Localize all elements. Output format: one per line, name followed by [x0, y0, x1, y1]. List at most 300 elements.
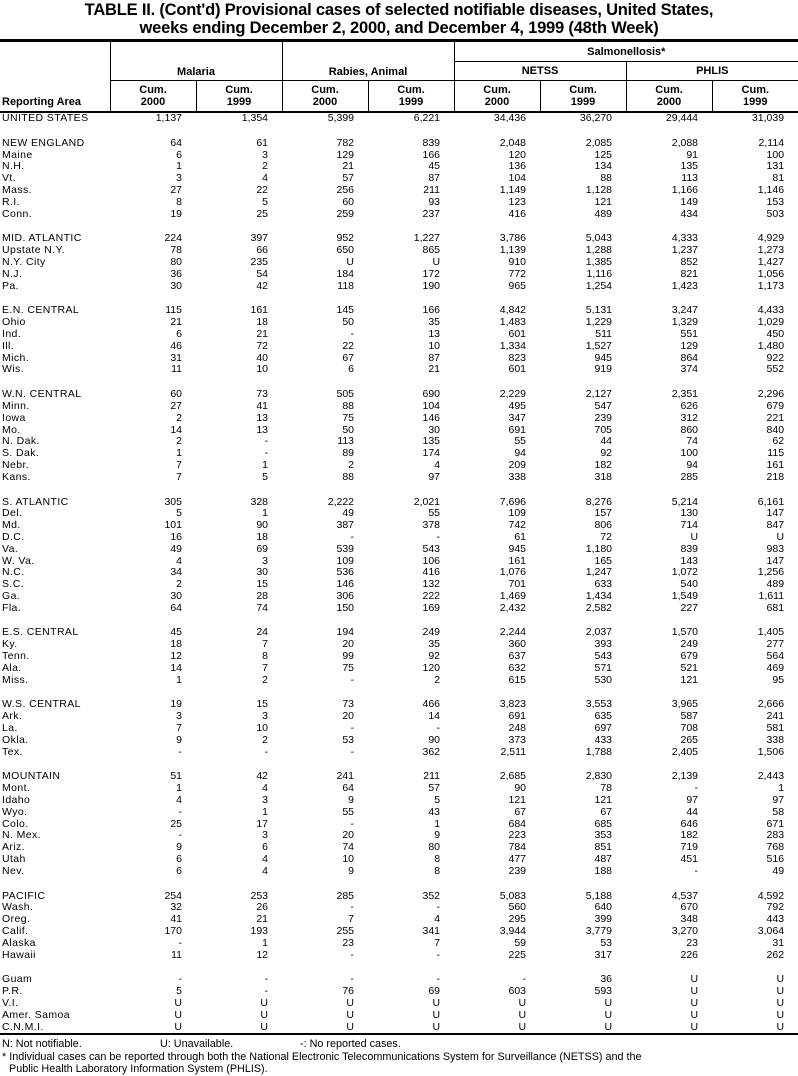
value-cell: 31,039 — [751, 112, 785, 124]
value-cell: 1,128 — [585, 183, 613, 196]
value-cell: 222 — [422, 589, 441, 602]
value-cell: 1,527 — [585, 339, 613, 352]
value-cell: 50 — [342, 423, 355, 436]
value-cell: 3,965 — [671, 698, 699, 711]
value-cell: 3,270 — [671, 925, 699, 938]
value-cell: 1,256 — [757, 566, 785, 579]
value-cell: 7 — [176, 722, 182, 735]
value-cell: 416 — [508, 207, 527, 220]
value-cell: 7 — [262, 661, 269, 674]
value-cell: 1,405 — [757, 626, 785, 639]
malaria-cum-2000-header: Cum. 2000 — [110, 81, 196, 113]
value-cell: 109 — [508, 507, 527, 520]
value-cell: 7 — [176, 470, 182, 483]
value-cell: 34 — [170, 566, 182, 579]
table-row — [0, 938, 798, 950]
value-cell: 708 — [680, 722, 699, 735]
value-cell: 1,506 — [757, 745, 785, 758]
value-cell: 66 — [256, 244, 269, 257]
value-cell: 2,405 — [671, 745, 699, 758]
reporting-area-cell: Okla. — [2, 733, 29, 746]
value-cell: 2,296 — [757, 388, 785, 401]
value-cell: 3 — [262, 148, 269, 161]
value-cell: 30 — [170, 279, 182, 292]
value-cell: 226 — [680, 948, 699, 961]
value-cell: 97 — [428, 470, 441, 483]
value-cell: 450 — [766, 327, 785, 340]
value-cell: 146 — [336, 578, 355, 591]
reporting-area-cell: Ky. — [2, 638, 18, 651]
value-cell: 146 — [422, 411, 441, 424]
value-cell: 3 — [262, 554, 269, 567]
value-cell: 223 — [508, 829, 527, 842]
value-cell: 633 — [594, 578, 613, 591]
value-cell: 30 — [170, 589, 182, 602]
table-row — [0, 269, 798, 281]
value-cell: 539 — [336, 542, 355, 555]
value-cell: 2,244 — [499, 626, 527, 639]
value-cell: 9 — [348, 864, 355, 877]
value-cell: 701 — [508, 578, 527, 591]
reporting-area-cell: PACIFIC — [2, 889, 46, 902]
value-cell: 75 — [342, 411, 355, 424]
value-cell: 29,444 — [665, 112, 699, 124]
value-cell: U — [518, 1020, 527, 1033]
value-cell: - — [264, 447, 269, 460]
value-cell: 285 — [680, 470, 699, 483]
value-cell: 36,270 — [579, 112, 613, 124]
value-cell: 190 — [422, 279, 441, 292]
value-cell: 2 — [262, 160, 269, 173]
value-cell: 317 — [594, 948, 613, 961]
value-cell: 443 — [766, 913, 785, 926]
reporting-area-cell: Wyo. — [2, 805, 28, 818]
value-cell: 1,273 — [757, 244, 785, 257]
value-cell: 433 — [594, 733, 613, 746]
value-cell: 87 — [428, 351, 441, 364]
value-cell: 256 — [336, 183, 355, 196]
value-cell: 5 — [262, 195, 269, 208]
reporting-area-cell: W.N. CENTRAL — [2, 388, 82, 401]
value-cell: 10 — [428, 339, 441, 352]
table-row — [0, 448, 798, 460]
table-row — [0, 185, 798, 197]
value-cell: 97 — [772, 794, 785, 807]
reporting-area-cell: Kans. — [2, 470, 31, 483]
value-cell: U — [174, 1008, 182, 1021]
table-row — [0, 854, 798, 866]
value-cell: 95 — [772, 673, 785, 686]
value-cell: 4,929 — [757, 232, 785, 245]
value-cell: 118 — [337, 279, 355, 292]
value-cell: 615 — [508, 673, 527, 686]
value-cell: 434 — [680, 207, 699, 220]
value-cell: 1,056 — [757, 267, 785, 280]
value-cell: 2 — [348, 458, 355, 471]
value-cell: 42 — [256, 770, 269, 783]
table-row — [0, 974, 798, 986]
value-cell: 7,696 — [499, 495, 527, 508]
table-row — [0, 138, 798, 150]
value-cell: 93 — [428, 195, 441, 208]
value-cell: 784 — [508, 841, 527, 854]
value-cell: 6 — [176, 864, 182, 877]
value-cell: 129 — [680, 339, 699, 352]
value-cell: 1 — [176, 782, 182, 795]
value-cell: 6 — [348, 363, 355, 376]
value-cell: 560 — [508, 901, 527, 914]
value-cell: 1 — [778, 782, 785, 795]
table-row — [0, 866, 798, 878]
value-cell: 945 — [508, 542, 527, 555]
value-cell: 10 — [342, 853, 355, 866]
reporting-area-cell: Ill. — [2, 339, 15, 352]
value-cell: 503 — [766, 207, 785, 220]
footnotes — [0, 1038, 798, 1076]
reporting-area-cell: Wis. — [2, 363, 25, 376]
value-cell: 239 — [508, 864, 527, 877]
value-cell: 106 — [422, 554, 441, 567]
value-cell: U — [174, 1020, 182, 1033]
value-cell: 99 — [342, 650, 355, 663]
value-cell: 113 — [337, 435, 355, 448]
table-row — [0, 401, 798, 413]
value-cell: 571 — [594, 661, 613, 674]
value-cell: 80 — [428, 841, 441, 854]
value-cell: - — [264, 435, 269, 448]
value-cell: 72 — [256, 339, 269, 352]
value-cell: 5 — [262, 470, 269, 483]
value-cell: 121 — [680, 673, 699, 686]
value-cell: 5 — [176, 985, 182, 998]
value-cell: 67 — [514, 805, 527, 818]
reporting-area-cell: Md. — [2, 519, 21, 532]
value-cell: 130 — [680, 507, 699, 520]
reporting-area-cell: Ga. — [2, 589, 21, 602]
value-cell: 28 — [256, 589, 269, 602]
value-cell: U — [518, 997, 527, 1009]
section-spacer — [0, 484, 798, 497]
value-cell: 134 — [594, 160, 613, 173]
value-cell: 166 — [422, 148, 441, 161]
value-cell: 55 — [342, 805, 355, 818]
value-cell: 6 — [262, 841, 269, 854]
value-cell: - — [436, 901, 441, 914]
table-header — [0, 41, 798, 113]
table-row — [0, 460, 798, 472]
value-cell: 221 — [766, 411, 785, 424]
table-row — [0, 591, 798, 603]
value-cell: 1,247 — [585, 566, 613, 579]
value-cell: 312 — [680, 411, 699, 424]
value-cell: 20 — [342, 829, 355, 842]
value-cell: 11 — [171, 948, 182, 961]
value-cell: 5,043 — [585, 232, 613, 245]
value-cell: 87 — [428, 172, 441, 185]
value-cell: 1,139 — [499, 244, 527, 257]
value-cell: 5 — [176, 507, 182, 520]
value-cell: 44 — [600, 435, 613, 448]
rabies-group-header: Rabies, Animal — [282, 41, 454, 81]
value-cell: 135 — [680, 160, 699, 173]
value-cell: 1,227 — [413, 232, 441, 245]
value-cell: 2,048 — [499, 136, 527, 149]
value-cell: 12 — [256, 948, 269, 961]
asterisk-footnote-line2: Public Health Laboratory Information System (PHLIS). — [9, 1063, 268, 1076]
value-cell: 58 — [772, 805, 785, 818]
value-cell: 209 — [508, 458, 527, 471]
table-row — [0, 807, 798, 819]
value-cell: U — [690, 997, 699, 1009]
value-cell: 17 — [256, 817, 269, 830]
reporting-area-cell: D.C. — [2, 530, 25, 543]
reporting-area-cell: Wash. — [2, 901, 34, 914]
value-cell: 328 — [250, 495, 269, 508]
value-cell: - — [350, 722, 355, 735]
value-cell: - — [178, 829, 182, 842]
value-cell: 21 — [256, 327, 269, 340]
value-cell: 965 — [508, 279, 527, 292]
value-cell: 690 — [422, 388, 441, 401]
reporting-area-cell: Conn. — [2, 207, 33, 220]
value-cell: 348 — [680, 913, 699, 926]
value-cell: U — [604, 1020, 613, 1033]
value-cell: 4 — [262, 172, 269, 185]
value-cell: 860 — [680, 423, 699, 436]
value-cell: 4 — [434, 458, 441, 471]
value-cell: 489 — [766, 578, 785, 591]
value-cell: 22 — [256, 183, 269, 196]
value-cell: - — [178, 973, 182, 986]
value-cell: 782 — [336, 136, 355, 149]
value-cell: 823 — [508, 351, 527, 364]
table-row — [0, 819, 798, 831]
table-row — [0, 353, 798, 365]
value-cell: U — [260, 1008, 269, 1021]
value-cell: 839 — [680, 542, 699, 555]
value-cell: 547 — [594, 399, 613, 412]
table-row — [0, 472, 798, 484]
value-cell: 97 — [686, 794, 699, 807]
value-cell: 15 — [256, 698, 269, 711]
reporting-area-cell: NEW ENGLAND — [2, 136, 85, 149]
reporting-area-cell: R.I. — [2, 195, 20, 208]
value-cell: U — [346, 1020, 355, 1033]
value-cell: 5 — [434, 794, 441, 807]
value-cell: 91 — [686, 148, 699, 161]
value-cell: 3,247 — [671, 304, 699, 317]
value-cell: 338 — [766, 733, 785, 746]
table-row — [0, 425, 798, 437]
value-cell: 89 — [342, 447, 355, 460]
value-cell: 18 — [170, 638, 182, 651]
value-cell: 67 — [342, 351, 355, 364]
legend-no-cases: -: No reported cases. — [300, 1038, 401, 1051]
reporting-area-cell: Mo. — [2, 423, 21, 436]
value-cell: 451 — [680, 853, 699, 866]
value-cell: 54 — [256, 267, 269, 280]
value-cell: 30 — [256, 566, 269, 579]
value-cell: 650 — [336, 244, 355, 257]
table-row — [0, 544, 798, 556]
value-cell: 360 — [508, 638, 527, 651]
netss-cum-2000-header: Cum. 2000 — [454, 81, 540, 113]
value-cell: 551 — [680, 327, 699, 340]
table-row — [0, 245, 798, 257]
table-row — [0, 497, 798, 509]
value-cell: 3 — [262, 710, 269, 723]
value-cell: 169 — [422, 601, 441, 614]
value-cell: 135 — [422, 435, 441, 448]
section-spacer — [0, 961, 798, 974]
value-cell: 684 — [508, 817, 527, 830]
value-cell: 11 — [171, 363, 182, 376]
reporting-area-cell: Mass. — [2, 183, 33, 196]
value-cell: 1 — [262, 507, 269, 520]
value-cell: 249 — [680, 638, 699, 651]
value-cell: 53 — [342, 733, 355, 746]
reporting-area-cell: E.N. CENTRAL — [2, 304, 80, 317]
value-cell: 852 — [680, 255, 699, 268]
value-cell: 49 — [170, 542, 182, 555]
value-cell: 536 — [336, 566, 355, 579]
value-cell: 3 — [176, 710, 182, 723]
reporting-area-cell: E.S. CENTRAL — [2, 626, 79, 639]
value-cell: 3,553 — [585, 698, 613, 711]
value-cell: 1,354 — [241, 112, 269, 124]
value-cell: 1 — [176, 673, 182, 686]
reporting-area-cell: Ind. — [2, 327, 22, 340]
value-cell: 161 — [508, 554, 527, 567]
value-cell: 20 — [342, 638, 355, 651]
value-cell: 88 — [342, 399, 355, 412]
value-cell: 227 — [680, 601, 699, 614]
value-cell: 101 — [164, 519, 182, 532]
malaria-cum-1999-header: Cum. 1999 — [196, 81, 282, 113]
value-cell: U — [776, 997, 785, 1009]
table-row — [0, 747, 798, 759]
value-cell: 1,288 — [585, 244, 613, 257]
value-cell: 109 — [336, 554, 355, 567]
value-cell: 1,254 — [585, 279, 613, 292]
value-cell: - — [436, 948, 441, 961]
table-row — [0, 675, 798, 687]
value-cell: 719 — [680, 841, 699, 854]
value-cell: 259 — [336, 207, 355, 220]
value-cell: 121 — [594, 195, 613, 208]
value-cell: 94 — [686, 458, 699, 471]
value-cell: 851 — [594, 841, 613, 854]
value-cell: - — [178, 936, 182, 949]
value-cell: 153 — [766, 195, 785, 208]
value-cell: 104 — [508, 172, 527, 185]
value-cell: - — [264, 745, 269, 758]
value-cell: 2 — [176, 435, 182, 448]
value-cell: 161 — [250, 304, 269, 317]
value-cell: 2,432 — [499, 601, 527, 614]
value-cell: 35 — [428, 638, 441, 651]
value-cell: 362 — [422, 745, 441, 758]
value-cell: 983 — [766, 542, 785, 555]
table-row — [0, 161, 798, 173]
value-cell: 6 — [176, 327, 182, 340]
value-cell: 22 — [342, 339, 355, 352]
value-cell: 92 — [428, 650, 441, 663]
netss-cum-1999-header: Cum. 1999 — [540, 81, 626, 113]
value-cell: 671 — [766, 817, 785, 830]
reporting-area-cell: Hawaii — [2, 948, 36, 961]
value-cell: U — [174, 997, 182, 1009]
value-cell: U — [432, 1008, 441, 1021]
value-cell: 821 — [680, 267, 699, 280]
value-cell: - — [350, 817, 355, 830]
value-cell: 182 — [594, 458, 613, 471]
value-cell: 847 — [766, 519, 785, 532]
value-cell: 670 — [680, 901, 699, 914]
value-cell: 1,427 — [757, 255, 785, 268]
value-cell: 4,433 — [757, 304, 785, 317]
value-cell: 64 — [170, 601, 182, 614]
value-cell: 120 — [422, 661, 441, 674]
value-cell: 157 — [594, 507, 613, 520]
value-cell: 552 — [766, 363, 785, 376]
table-row — [0, 197, 798, 209]
value-cell: 62 — [772, 435, 785, 448]
value-cell: 64 — [342, 782, 355, 795]
value-cell: 25 — [170, 817, 182, 830]
table-row — [0, 341, 798, 353]
value-cell: U — [776, 530, 785, 543]
value-cell: 123 — [508, 195, 527, 208]
legend-line — [2, 1038, 798, 1051]
value-cell: 45 — [170, 626, 182, 639]
table-row — [0, 603, 798, 615]
value-cell: 4 — [176, 554, 182, 567]
value-cell: 646 — [680, 817, 699, 830]
value-cell: 241 — [336, 770, 355, 783]
value-cell: 1,072 — [671, 566, 699, 579]
value-cell: 3,786 — [499, 232, 527, 245]
value-cell: 27 — [170, 399, 182, 412]
value-cell: 41 — [256, 399, 269, 412]
reporting-area-cell: N.C. — [2, 566, 25, 579]
value-cell: 714 — [680, 519, 699, 532]
value-cell: 40 — [256, 351, 269, 364]
value-cell: 94 — [514, 447, 527, 460]
table-row — [0, 699, 798, 711]
notifiable-diseases-table — [0, 39, 798, 1035]
reporting-area-cell: Nev. — [2, 864, 25, 877]
value-cell: 4 — [434, 913, 441, 926]
value-cell: U — [690, 973, 699, 986]
value-cell: 76 — [342, 985, 355, 998]
value-cell: 601 — [508, 327, 527, 340]
reporting-area-cell: N.J. — [2, 267, 23, 280]
value-cell: 347 — [508, 411, 527, 424]
value-cell: 13 — [428, 327, 441, 340]
reporting-area-cell: S. Dak. — [2, 447, 40, 460]
reporting-area-cell: Ark. — [2, 710, 23, 723]
value-cell: 21 — [256, 913, 269, 926]
value-cell: - — [436, 973, 441, 986]
netss-subgroup-header: NETSS — [454, 62, 626, 81]
value-cell: 2,229 — [499, 388, 527, 401]
value-cell: 53 — [600, 936, 613, 949]
value-cell: 705 — [594, 423, 613, 436]
value-cell: 143 — [680, 554, 699, 567]
table-row — [0, 830, 798, 842]
value-cell: 626 — [680, 399, 699, 412]
